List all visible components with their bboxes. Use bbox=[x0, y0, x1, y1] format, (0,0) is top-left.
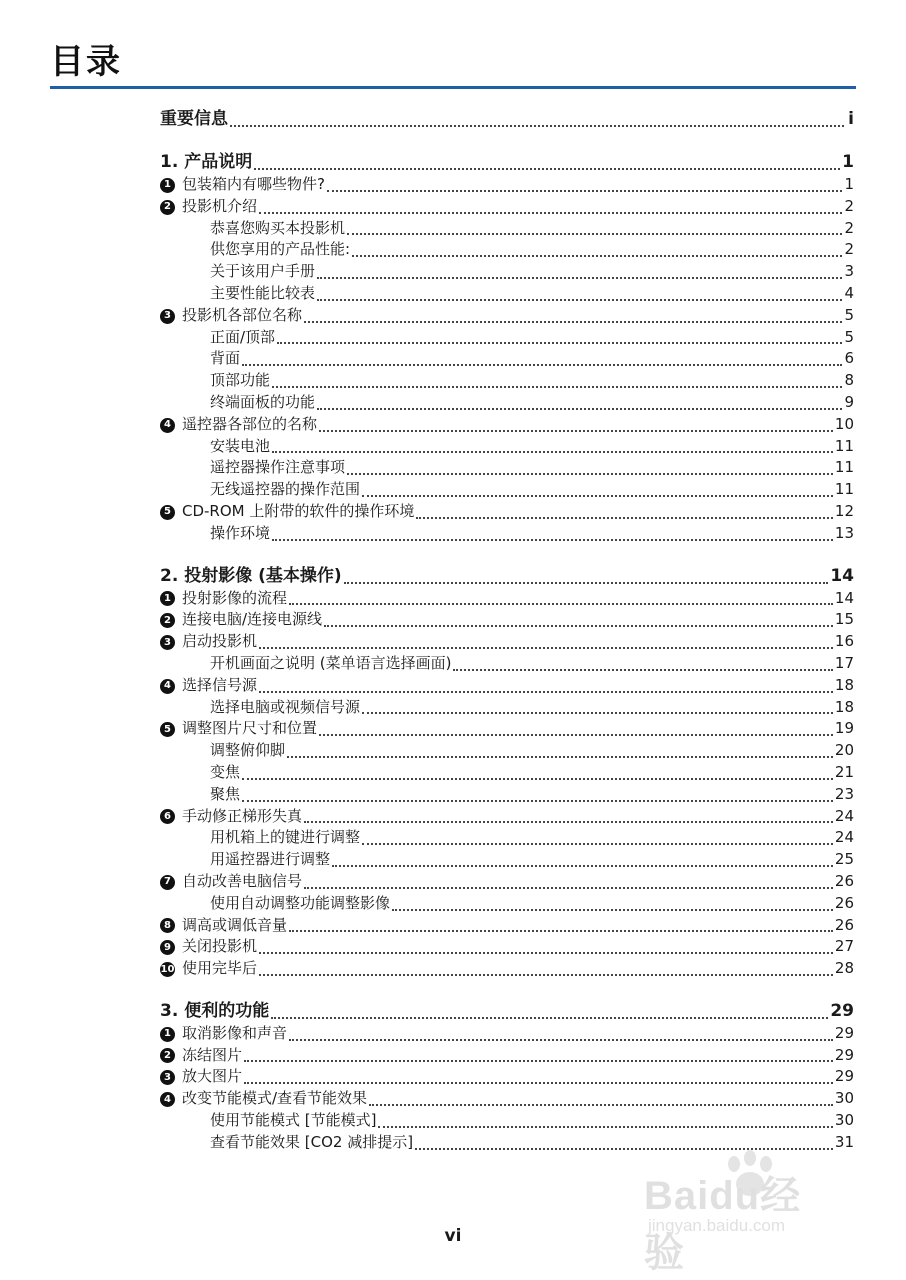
toc-label: 供您享用的产品性能: bbox=[210, 240, 351, 259]
dot-leader bbox=[347, 232, 842, 235]
toc-label: 查看节能效果 [CO2 减排提示] bbox=[210, 1132, 414, 1151]
toc-label: 调整俯仰脚 bbox=[210, 741, 286, 760]
toc-subitem-row[interactable] bbox=[160, 370, 854, 392]
toc-subitem-row[interactable] bbox=[160, 218, 854, 240]
toc-item-row[interactable] bbox=[160, 1023, 854, 1045]
dot-leader bbox=[230, 124, 844, 127]
toc-label: 投射影像的流程 bbox=[182, 588, 288, 607]
item-number-badge: 5 bbox=[160, 722, 175, 737]
toc-page-number: 26 bbox=[834, 871, 854, 890]
toc-page-number: 12 bbox=[834, 501, 854, 520]
toc-label: 改变节能模式/查看节能效果 bbox=[182, 1089, 368, 1108]
toc-label: 安装电池 bbox=[210, 436, 271, 455]
dot-leader bbox=[254, 167, 840, 170]
toc-label: 自动改善电脑信号 bbox=[182, 871, 303, 890]
toc-item-row[interactable] bbox=[160, 675, 854, 697]
dot-leader bbox=[319, 733, 833, 736]
dot-leader bbox=[259, 211, 842, 214]
toc-page-number: 30 bbox=[834, 1089, 854, 1108]
page-number: vi bbox=[444, 1226, 462, 1246]
toc-page-number: 31 bbox=[834, 1132, 854, 1151]
toc-item-row[interactable] bbox=[160, 1045, 854, 1067]
item-number-badge: 1 bbox=[160, 1027, 175, 1042]
toc-page-number: 11 bbox=[834, 436, 854, 455]
toc-subitem-row[interactable] bbox=[160, 849, 854, 871]
toc-page-number: 26 bbox=[834, 915, 854, 934]
toc-label: 重要信息 bbox=[160, 109, 228, 129]
toc-page-number: 1 bbox=[844, 175, 854, 193]
item-number-badge: 1 bbox=[160, 178, 175, 193]
toc-item-row[interactable] bbox=[160, 631, 854, 653]
title-rule bbox=[50, 86, 856, 89]
toc-page-number: 23 bbox=[834, 784, 854, 803]
dot-leader bbox=[242, 799, 833, 802]
toc-item-row[interactable] bbox=[160, 1066, 854, 1088]
dot-leader bbox=[259, 690, 833, 693]
toc-label: 聚焦 bbox=[210, 784, 241, 803]
toc-page-number: 29 bbox=[834, 1067, 854, 1086]
toc-item-row[interactable] bbox=[160, 871, 854, 893]
toc-item-row[interactable] bbox=[160, 609, 854, 631]
table-of-contents bbox=[160, 100, 854, 1154]
toc-label: 使用自动调整功能调整影像 bbox=[210, 893, 391, 912]
toc-subitem-row[interactable] bbox=[160, 1132, 854, 1154]
dot-leader bbox=[324, 624, 833, 627]
dot-leader bbox=[287, 755, 833, 758]
toc-label: 关于该用户手册 bbox=[210, 262, 316, 281]
toc-label: 背面 bbox=[210, 349, 241, 368]
toc-page-number: 2 bbox=[844, 218, 854, 237]
dot-leader bbox=[362, 842, 833, 845]
item-number-badge: 3 bbox=[160, 635, 175, 650]
toc-page-number: 30 bbox=[834, 1111, 854, 1130]
dot-leader bbox=[304, 820, 833, 823]
toc-page-number: 14 bbox=[830, 565, 854, 586]
dot-leader bbox=[259, 973, 833, 976]
toc-label: CD-ROM 上附带的软件的操作环境 bbox=[182, 501, 415, 520]
toc-subitem-row[interactable] bbox=[160, 457, 854, 479]
dot-leader bbox=[289, 929, 833, 932]
toc-page-number: 11 bbox=[834, 480, 854, 499]
toc-label: 操作环境 bbox=[210, 523, 271, 542]
toc-page-number: 2 bbox=[844, 240, 854, 259]
dot-leader bbox=[289, 602, 833, 605]
dot-leader bbox=[317, 276, 842, 279]
toc-page-number: 9 bbox=[844, 392, 854, 411]
page-title: 目录 bbox=[50, 42, 122, 82]
toc-label: 遥控器各部位的名称 bbox=[182, 414, 318, 433]
toc-subitem-row[interactable] bbox=[160, 479, 854, 501]
toc-subitem-row[interactable] bbox=[160, 283, 854, 305]
toc-label: 冻结图片 bbox=[182, 1045, 243, 1064]
toc-page-number: i bbox=[848, 109, 854, 129]
toc-subitem-row[interactable] bbox=[160, 348, 854, 370]
toc-page-number: 25 bbox=[834, 850, 854, 869]
toc-page-number: 29 bbox=[834, 1023, 854, 1042]
toc-label: 用遥控器进行调整 bbox=[210, 850, 331, 869]
toc-page-number: 29 bbox=[830, 1000, 854, 1021]
toc-page-number: 28 bbox=[834, 959, 854, 978]
toc-page-number: 26 bbox=[834, 893, 854, 912]
toc-page-number: 27 bbox=[834, 937, 854, 956]
dot-leader bbox=[259, 951, 833, 954]
toc-page-number: 1 bbox=[842, 152, 854, 172]
toc-page-number: 16 bbox=[834, 632, 854, 651]
toc-label: 手动修正梯形失真 bbox=[182, 806, 303, 825]
toc-page-number: 24 bbox=[834, 806, 854, 825]
toc-page-number: 29 bbox=[834, 1045, 854, 1064]
toc-label: 正面/顶部 bbox=[210, 327, 276, 346]
item-number-badge: 10 bbox=[160, 962, 175, 977]
toc-label: 选择信号源 bbox=[182, 675, 258, 694]
toc-page-number: 5 bbox=[844, 305, 854, 324]
item-number-badge: 6 bbox=[160, 809, 175, 824]
toc-label: 主要性能比较表 bbox=[210, 283, 316, 302]
dot-leader bbox=[362, 494, 833, 497]
dot-leader bbox=[272, 538, 833, 541]
dot-leader bbox=[272, 450, 833, 453]
toc-page-number: 4 bbox=[844, 283, 854, 302]
toc-page-number: 10 bbox=[834, 414, 854, 433]
toc-label: 顶部功能 bbox=[210, 371, 271, 390]
toc-label: 终端面板的功能 bbox=[210, 392, 316, 411]
watermark-url: jingyan.baidu.com bbox=[648, 1216, 786, 1235]
item-number-badge: 4 bbox=[160, 1092, 175, 1107]
toc-label: 包装箱内有哪些物件? bbox=[182, 175, 325, 193]
toc-label: 关闭投影机 bbox=[182, 937, 258, 956]
toc-page-number: 3 bbox=[844, 262, 854, 281]
toc-subitem-row[interactable] bbox=[160, 1110, 854, 1132]
toc-label: 变焦 bbox=[210, 762, 241, 781]
toc-label: 2. 投射影像 (基本操作) bbox=[160, 565, 342, 586]
toc-section-row[interactable] bbox=[160, 564, 854, 588]
dot-leader bbox=[317, 407, 842, 410]
toc-page-number: 5 bbox=[844, 327, 854, 346]
dot-leader bbox=[416, 516, 833, 519]
dot-leader bbox=[352, 254, 842, 257]
toc-section-row[interactable] bbox=[160, 107, 854, 131]
dot-leader bbox=[347, 472, 833, 475]
toc-label: 启动投影机 bbox=[182, 632, 258, 651]
toc-page-number: 11 bbox=[834, 458, 854, 477]
toc-page-number: 20 bbox=[834, 741, 854, 760]
toc-item-row[interactable] bbox=[160, 305, 854, 327]
toc-subitem-row[interactable] bbox=[160, 392, 854, 414]
toc-label: 恭喜您购买本投影机 bbox=[210, 218, 346, 237]
toc-label: 无线遥控器的操作范围 bbox=[210, 480, 361, 499]
toc-subitem-row[interactable] bbox=[160, 762, 854, 784]
item-number-badge: 5 bbox=[160, 505, 175, 520]
dot-leader bbox=[242, 777, 833, 780]
dot-leader bbox=[272, 385, 842, 388]
dot-leader bbox=[289, 1038, 833, 1041]
dot-leader bbox=[327, 189, 842, 192]
item-number-badge: 2 bbox=[160, 1048, 175, 1063]
toc-section-row[interactable] bbox=[160, 999, 854, 1023]
toc-item-row[interactable] bbox=[160, 936, 854, 958]
toc-subitem-row[interactable] bbox=[160, 523, 854, 545]
dot-leader bbox=[362, 711, 833, 714]
toc-label: 开机画面之说明 (菜单语言选择画面) bbox=[210, 653, 452, 672]
dot-leader bbox=[304, 886, 833, 889]
toc-label: 使用节能模式 [节能模式] bbox=[210, 1111, 377, 1130]
toc-label: 连接电脑/连接电源线 bbox=[182, 610, 323, 629]
item-number-badge: 9 bbox=[160, 940, 175, 955]
item-number-badge: 7 bbox=[160, 875, 175, 890]
toc-item-row[interactable] bbox=[160, 588, 854, 610]
toc-item-row[interactable] bbox=[160, 414, 854, 436]
toc-subitem-row[interactable] bbox=[160, 893, 854, 915]
toc-subitem-row[interactable] bbox=[160, 827, 854, 849]
dot-leader bbox=[332, 864, 833, 867]
toc-subitem-row[interactable] bbox=[160, 327, 854, 349]
item-number-badge: 3 bbox=[160, 309, 175, 324]
item-number-badge: 4 bbox=[160, 679, 175, 694]
toc-item-row[interactable] bbox=[160, 958, 854, 980]
toc-page-number: 17 bbox=[834, 653, 854, 672]
toc-page-number: 18 bbox=[834, 675, 854, 694]
dot-leader bbox=[304, 320, 842, 323]
dot-leader bbox=[259, 646, 833, 649]
toc-page-number: 19 bbox=[834, 719, 854, 738]
toc-page-number: 6 bbox=[844, 349, 854, 368]
toc-page-number: 21 bbox=[834, 762, 854, 781]
toc-item-row[interactable] bbox=[160, 806, 854, 828]
dot-leader bbox=[378, 1125, 832, 1128]
toc-subitem-row[interactable] bbox=[160, 740, 854, 762]
toc-label: 投影机各部位名称 bbox=[182, 305, 303, 324]
toc-label: 选择电脑或视频信号源 bbox=[210, 697, 361, 716]
dot-leader bbox=[317, 298, 842, 301]
item-number-badge: 2 bbox=[160, 613, 175, 628]
toc-label: 遥控器操作注意事项 bbox=[210, 458, 346, 477]
toc-label: 取消影像和声音 bbox=[182, 1023, 288, 1042]
toc-page-number: 14 bbox=[834, 588, 854, 607]
item-number-badge: 2 bbox=[160, 200, 175, 215]
toc-subitem-row[interactable] bbox=[160, 697, 854, 719]
item-number-badge: 1 bbox=[160, 591, 175, 606]
toc-page-number: 13 bbox=[834, 523, 854, 542]
toc-item-row[interactable] bbox=[160, 501, 854, 523]
item-number-badge: 8 bbox=[160, 918, 175, 933]
toc-page-number: 24 bbox=[834, 828, 854, 847]
toc-item-row[interactable] bbox=[160, 915, 854, 937]
dot-leader bbox=[277, 341, 842, 344]
toc-section-row[interactable] bbox=[160, 150, 854, 174]
toc-subitem-row[interactable] bbox=[160, 653, 854, 675]
dot-leader bbox=[242, 363, 842, 366]
dot-leader bbox=[319, 429, 833, 432]
toc-label: 投影机介绍 bbox=[182, 196, 258, 215]
toc-item-row[interactable] bbox=[160, 174, 854, 196]
toc-item-row[interactable] bbox=[160, 1088, 854, 1110]
item-number-badge: 4 bbox=[160, 418, 175, 433]
dot-leader bbox=[271, 1016, 828, 1019]
toc-item-row[interactable] bbox=[160, 718, 854, 740]
toc-label: 用机箱上的键进行调整 bbox=[210, 828, 361, 847]
toc-label: 3. 便利的功能 bbox=[160, 1000, 270, 1021]
dot-leader bbox=[392, 908, 833, 911]
toc-subitem-row[interactable] bbox=[160, 261, 854, 283]
toc-subitem-row[interactable] bbox=[160, 784, 854, 806]
dot-leader bbox=[344, 581, 829, 584]
item-number-badge: 3 bbox=[160, 1070, 175, 1085]
toc-page-number: 2 bbox=[844, 196, 854, 215]
toc-subitem-row[interactable] bbox=[160, 436, 854, 458]
paw-logo-icon bbox=[720, 1150, 780, 1200]
toc-item-row[interactable] bbox=[160, 196, 854, 218]
toc-page-number: 15 bbox=[834, 610, 854, 629]
toc-subitem-row[interactable] bbox=[160, 239, 854, 261]
dot-leader bbox=[244, 1059, 833, 1062]
dot-leader bbox=[453, 668, 832, 671]
toc-page-number: 8 bbox=[844, 371, 854, 390]
dot-leader bbox=[244, 1081, 833, 1084]
watermark-brand: Baidu经验 bbox=[644, 1174, 802, 1275]
dot-leader bbox=[369, 1103, 833, 1106]
dot-leader bbox=[415, 1147, 833, 1150]
toc-label: 调高或调低音量 bbox=[182, 915, 288, 934]
toc-label: 1. 产品说明 bbox=[160, 152, 253, 172]
toc-label: 调整图片尺寸和位置 bbox=[182, 719, 318, 738]
toc-label: 使用完毕后 bbox=[182, 959, 258, 978]
toc-page-number: 18 bbox=[834, 697, 854, 716]
toc-label: 放大图片 bbox=[182, 1067, 243, 1086]
